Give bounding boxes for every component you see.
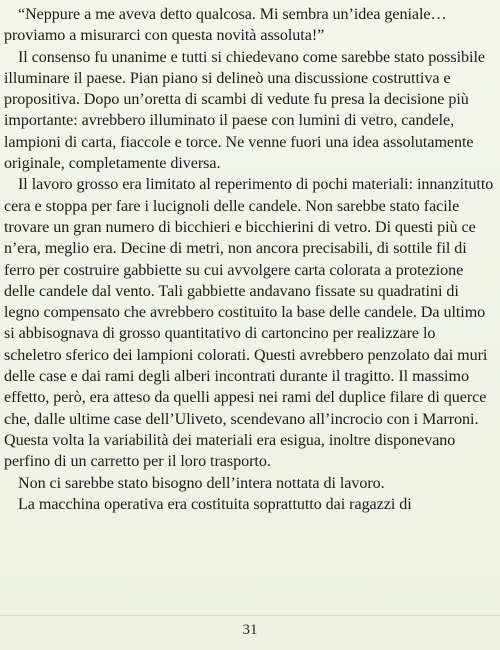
- paragraph-3: Il lavoro grosso era limitato al reperimento di pochi materiali: innanzitutto cera e stoppa per fare i lucignoli delle candele. Non sarebbe stato facile trovare un gran numero di bicchieri e bicchierini di vetro. Di questi più ce n’era, meglio era. Decine di metri, non ancora precisabili, di sottile fil di ferro per costruire gabbiette su cui avvolgere carta colorata a protezione delle candele dal vento. Tali gabbiette andavano fissate su quadratini di legno compensato che avrebbero costituito la base delle candele. Da ultimo si abbisognava di grosso quantitativo di cartoncino per realizzare lo scheletro sferico dei lampioni colorati. Questi avrebbero penzolato dai muri delle case e dai rami degli alberi incontrati durante il tragitto. Il massimo effetto, però, era atteso da quelli appesi nei rami del duplice filare di querce che, dalle ultime case dell’Uliveto, scendevano all’incrocio con i Marroni. Questa volta la variabilità dei materiali era esigua, inoltre disponevano perfino di un carretto per il loro trasporto.: [4, 176, 494, 471]
- footer-divider: [0, 615, 500, 616]
- paragraph-1: “Neppure a me aveva detto qualcosa. Mi sembra un’idea geniale… proviamo a misurarci con questa novità assoluta!”: [4, 6, 447, 45]
- body-text: [4, 4, 496, 515]
- paragraph-2: Il consenso fu unanime e tutti si chiedevano come sarebbe stato possibile illuminare il paese. Pian piano si delineò una discussione costruttiva e propositiva. Dopo un’oretta di scambi di vedute fu presa la decisione più importante: avrebbero illuminato il paese con lumini di vetro, candele, lampioni di carta, fiaccole e torce. Ne venne fuori una idea assolutamente originale, completamente diversa.: [4, 48, 485, 173]
- paragraph-5: La macchina operativa era costituita soprattutto dai ragazzi di: [18, 495, 412, 513]
- paragraph-4: Non ci sarebbe stato bisogno dell’intera nottata di lavoro.: [18, 474, 385, 492]
- page-number: 31: [242, 622, 258, 638]
